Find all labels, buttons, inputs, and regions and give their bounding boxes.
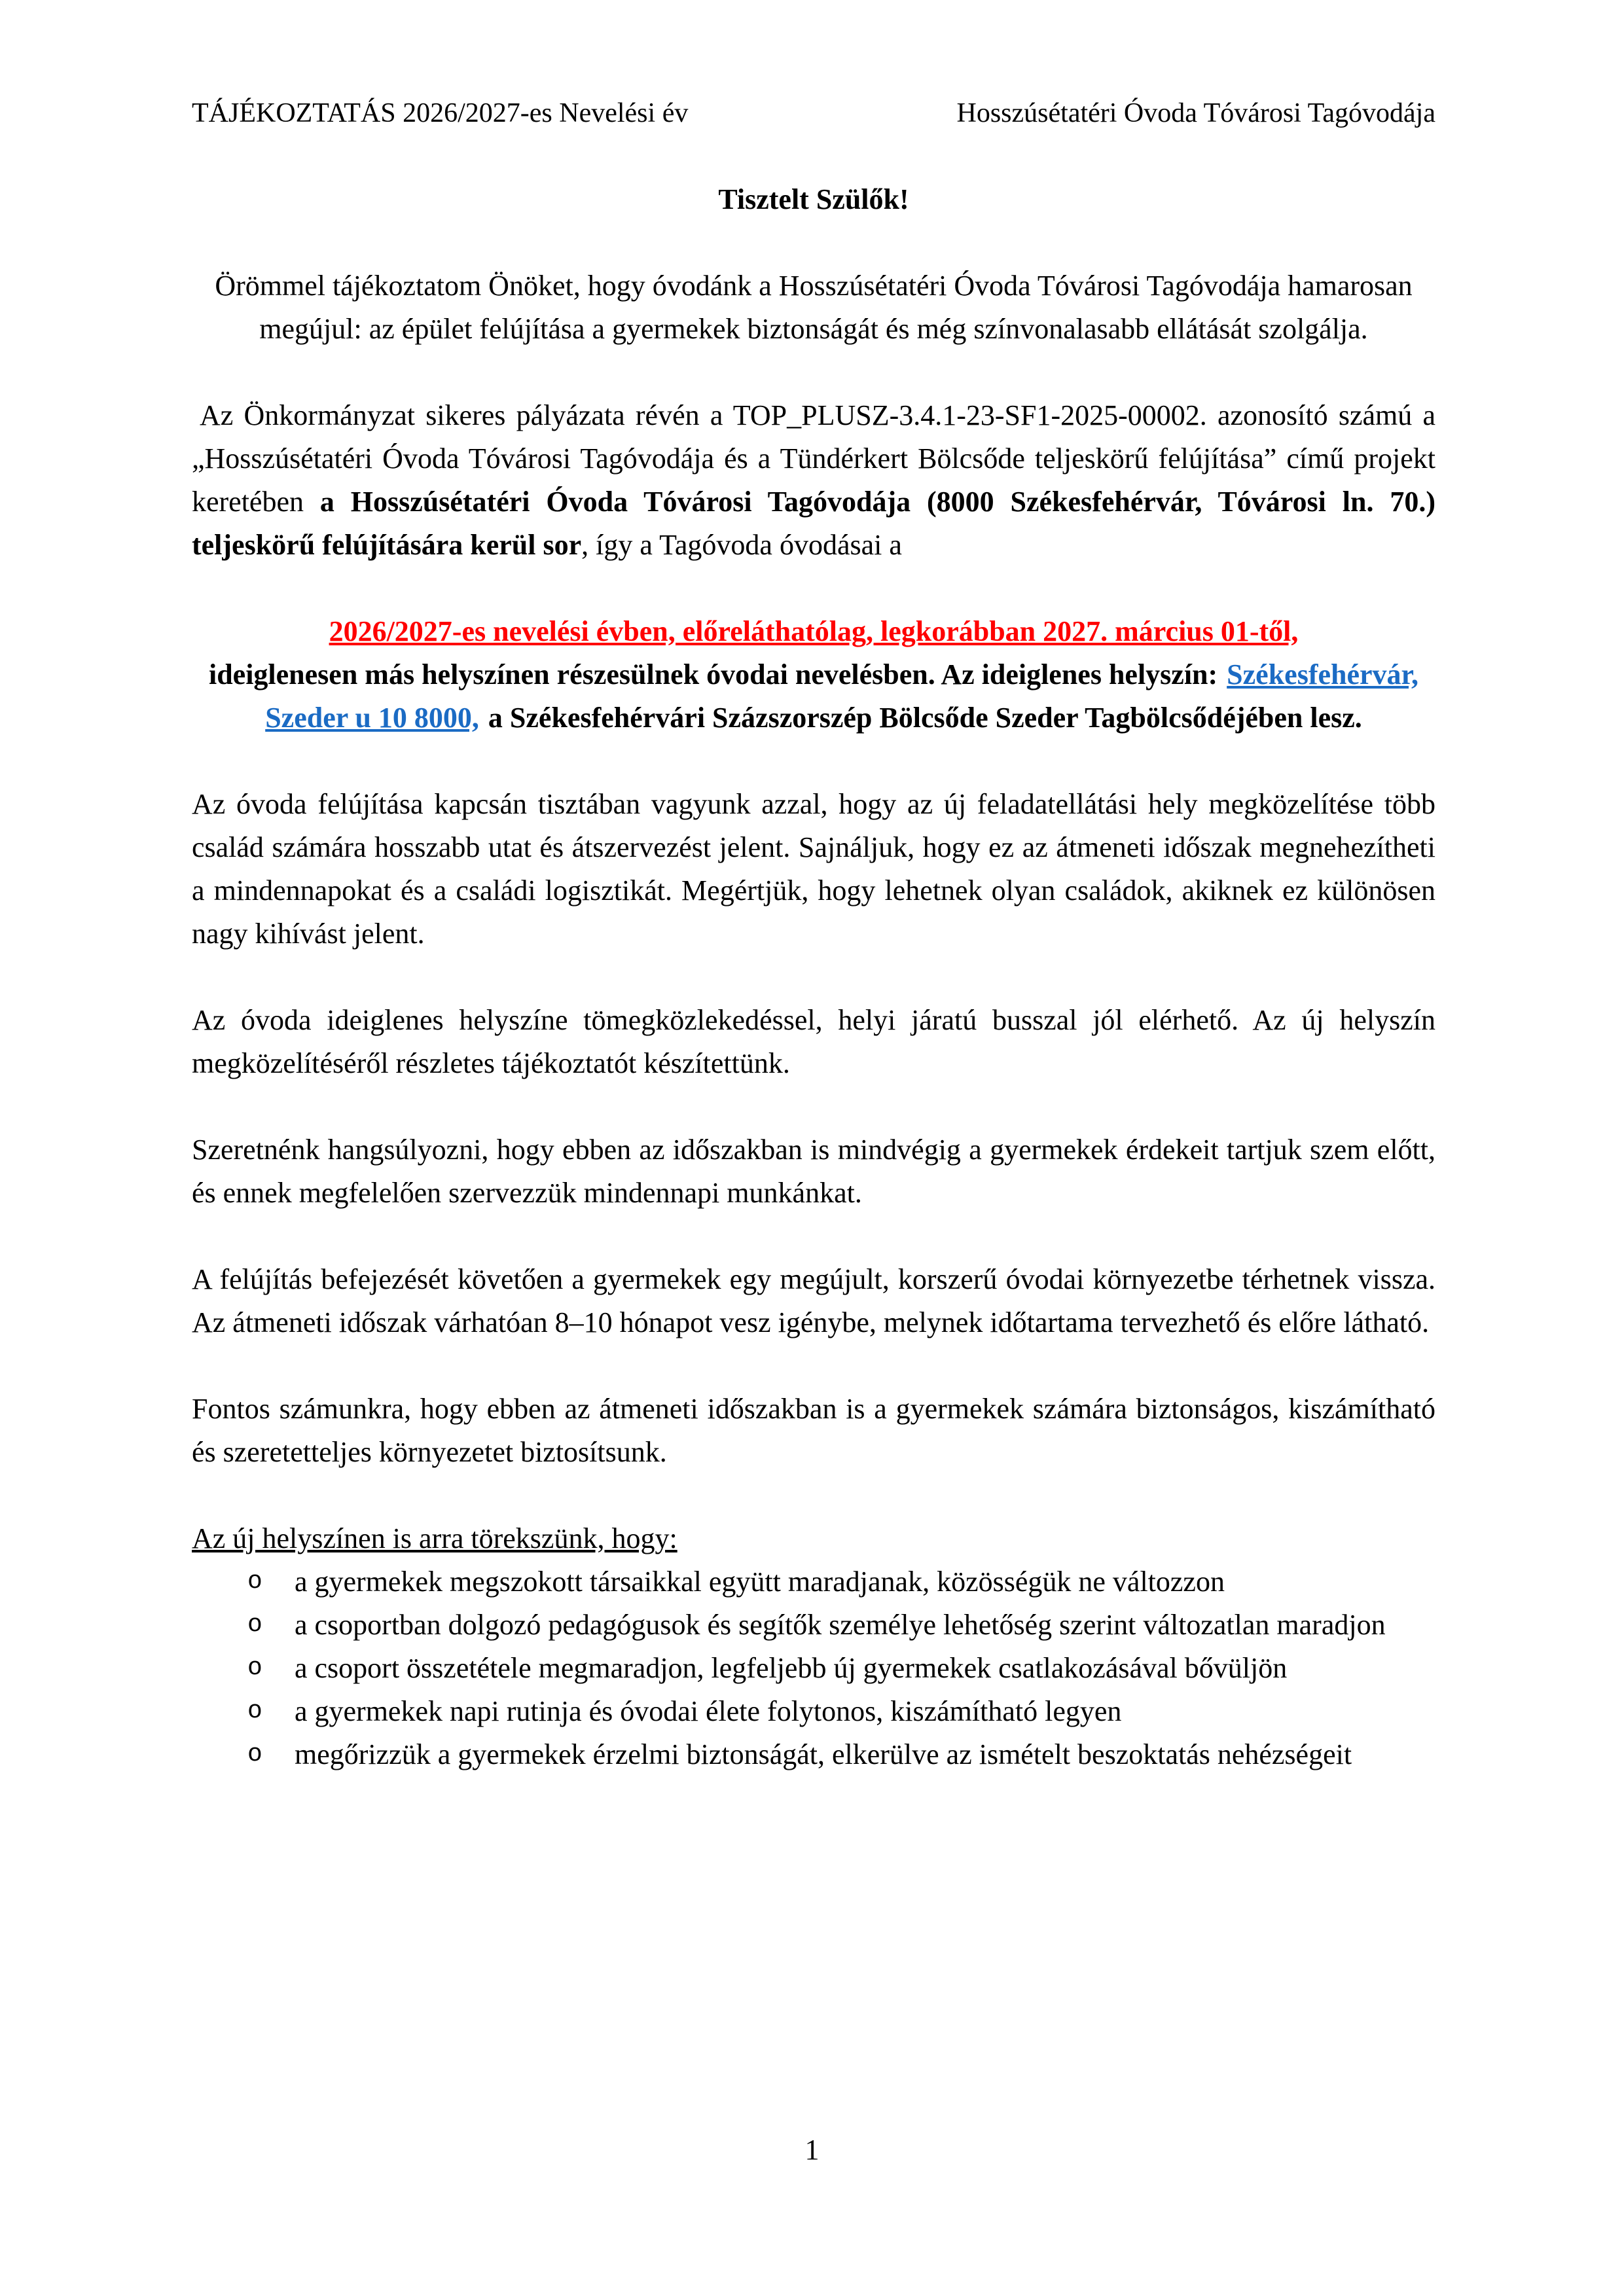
document-title: Tisztelt Szülők! [718,183,909,215]
body-paragraph: Szeretnénk hangsúlyozni, hogy ebben az időszakban is mindvégig a gyermekek érdekeit tartjuk szem előtt, és ennek megfelelően szervezzük mindennapi munkánkat. [192,1134,1435,1209]
circle-bullet-icon: o [247,1654,262,1682]
relocation-before-link: ideiglenesen más helyszínen részesülnek óvodai nevelésben. Az ideiglenes helyszín: [208,658,1218,691]
list-item [192,1690,1435,1733]
header-right: Hosszúsétatéri Óvoda Tóvárosi Tagóvodája [956,98,1435,128]
circle-bullet-icon: o [247,1568,262,1596]
list-item-text: a csoport összetétele megmaradjon, legfeljebb új gyermekek csatlakozásával bővüljön [295,1652,1288,1684]
list-item-text: a csoportban dolgozó pedagógusok és segítők személye lehetőség szerint változatlan maradjon [295,1609,1386,1641]
body-paragraph: Fontos számunkra, hogy ebben az átmeneti időszakban is a gyermekek számára biztonságos, kiszámítható és szeretetteljes környezetet biztosítsunk. [192,1393,1435,1468]
goals-list [192,1560,1435,1776]
project-paragraph [192,394,1435,567]
page-header [192,92,1435,135]
goals-heading-text: Az új helyszínen is arra törekszünk, hogy: [192,1522,677,1554]
goals-heading [192,1517,1435,1560]
body-paragraph: A felújítás befejezését követően a gyermekek egy megújult, korszerű óvodai környezetbe térhetnek vissza. Az átmeneti időszak várhatóan 8–10 hónapot vesz igénybe, melynek időtartama tervezhető és előre látható. [192,1263,1435,1338]
relocation-date-text: 2026/2027-es nevelési évben, előreláthatólag, legkorábban 2027. március 01-től, [329,615,1299,647]
list-item-text: a gyermekek megszokott társaikkal együtt maradjanak, közösségük ne változzon [295,1566,1225,1598]
project-text-regular-tail: , így a Tagóvoda óvodásai a [581,529,902,561]
project-text-regular: Az Önkormányzat sikeres pályázata révén a TOP_PLUSZ-3.4.1-23-SF1-2025-00002. azonosító számú a „Hosszúsétatéri Óvoda Tóvárosi Tagóvodája és a Tündérkert Bölcsőde teljeskörű felújítása” című projekt keretében [192,399,1435,518]
relocation-date-line [192,610,1435,653]
header-left: TÁJÉKOZTATÁS 2026/2027-es Nevelési év [192,98,689,128]
circle-bullet-icon: o [247,1611,262,1639]
intro-paragraph: Örömmel tájékoztatom Önöket, hogy óvodánk a Hosszúsétatéri Óvoda Tóvárosi Tagóvodája hamarosan megújul: az épület felújítása a gyermekek biztonságát és még színvonalasabb ellátását szolgálja. [215,270,1413,345]
list-item [192,1733,1435,1776]
list-item-text: megőrizzük a gyermekek érzelmi biztonságát, elkerülve az ismételt beszoktatás nehézségeit [295,1738,1352,1770]
list-item-text: a gyermekek napi rutinja és óvodai élete folytonos, kiszámítható legyen [295,1695,1122,1727]
page-number: 1 [804,2134,820,2166]
list-item [192,1604,1435,1647]
list-item [192,1647,1435,1690]
relocation-location-lines [192,653,1435,740]
address-link[interactable]: Székesfehérvár, Szeder u 10 8000, [265,658,1419,734]
circle-bullet-icon: o [247,1697,262,1725]
relocation-after-link: a Székesfehérvári Százszorszép Bölcsőde Szeder Tagbölcsődéjében lesz. [488,702,1362,734]
project-text-bold: a Hosszúsétatéri Óvoda Tóvárosi Tagóvodája (8000 Székesfehérvár, Tóvárosi ln. 70.) teljeskörű felújítására kerül sor [192,486,1436,561]
relocation-highlight [192,610,1435,740]
circle-bullet-icon: o [247,1740,262,1768]
body-paragraph: Az óvoda felújítása kapcsán tisztában vagyunk azzal, hogy az új feladatellátási hely megközelítése több család számára hosszabb utat és átszervezést jelent. Sajnáljuk, hogy ez az átmeneti időszak megnehezítheti a mindennapokat és a családi logisztikát. Megértjük, hogy lehetnek olyan családok, akiknek ez különösen nagy kihívást jelent. [192,788,1435,950]
list-item [192,1560,1435,1604]
body-paragraph: Az óvoda ideiglenes helyszíne tömegközlekedéssel, helyi járatú busszal jól elérhető. Az új helyszín megközelítéséről részletes tájékoztatót készítettünk. [192,1004,1435,1079]
